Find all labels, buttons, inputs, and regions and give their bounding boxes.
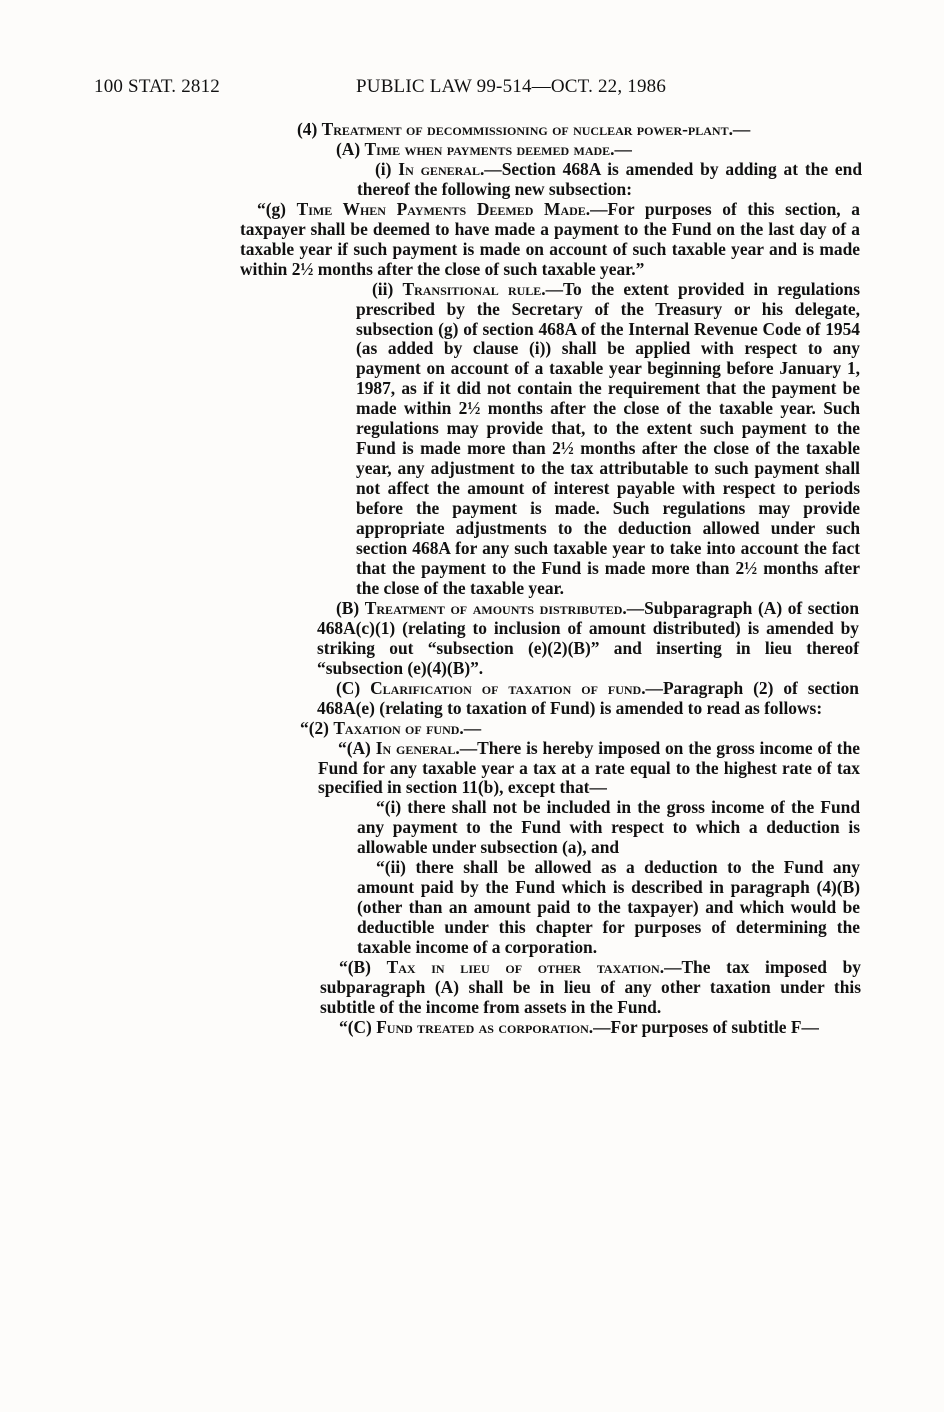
paragraph-4-dash: —: [732, 119, 751, 139]
quoted-subparagraph-A-text: —There is hereby imposed on the gross income of the Fund for any taxable year a tax at a rate equal to the highest rate of tax specified in section 11(b), except that—: [318, 737, 860, 798]
paragraph-4: [275, 120, 862, 140]
quoted-subparagraph-B-heading: Tax in lieu of other taxation.: [386, 957, 665, 978]
quoted-subparagraph-A-heading: In general.: [375, 737, 460, 758]
quoted-subsection-g-text: —For purposes of this section, a taxpayer shall be deemed to have made a payment to the Fund on the last day of a taxable year if such payment is made on account of such taxable year and is made within 2½ months after the close of such taxable year.”: [240, 198, 861, 279]
subparagraph-A-number: (A): [336, 138, 365, 159]
quoted-paragraph-2-dash: —: [463, 717, 482, 738]
quoted-subparagraph-A-number: “(A): [338, 737, 376, 758]
clause-A-i-heading: In general.: [398, 158, 485, 179]
clause-A-i: [357, 160, 862, 200]
quoted-clause-ii: [357, 858, 860, 958]
quoted-paragraph-2-number: “(2): [300, 717, 334, 738]
quoted-subsection-g: [240, 200, 860, 280]
subparagraph-C: [317, 679, 859, 719]
quoted-subparagraph-C-number: “(C): [339, 1016, 377, 1037]
quoted-paragraph-2-heading: Taxation of fund.: [333, 717, 464, 738]
subparagraph-A-heading: Time when payments deemed made.: [364, 138, 615, 159]
clause-A-i-text: —Section 468A is amended by adding at the end thereof the following new subsection:: [357, 158, 862, 199]
paragraph-4-number: (4): [297, 119, 322, 139]
quoted-clause-ii-text: “(ii) there shall be allowed as a deduction to the Fund any amount paid by the Fund which is described in paragraph (4)(B) (other than an amount paid to the taxpayer) and which would be deductible under this chapter for purposes of determining the taxable income of a corporation.: [357, 857, 860, 958]
quoted-subparagraph-C-text: —For purposes of subtitle F—: [593, 1016, 819, 1037]
quoted-subparagraph-B: [320, 958, 861, 1018]
subparagraph-B-number: (B): [336, 597, 365, 618]
subparagraph-A-dash: —: [614, 138, 632, 159]
subparagraph-B-heading: Treatment of amounts distributed.: [364, 597, 627, 618]
clause-A-i-number: (i): [375, 158, 399, 179]
paragraph-4-heading: Treatment of decommissioning of nuclear power-plant.: [321, 119, 733, 139]
page-title: PUBLIC LAW 99-514—OCT. 22, 1986: [356, 76, 667, 97]
subparagraph-B: [317, 599, 859, 679]
quoted-clause-i-text: “(i) there shall not be included in the gross income of the Fund any payment to the Fund with respect to which a deduction is allowable under subsection (a), and: [357, 797, 860, 858]
quoted-subparagraph-B-text: —The tax imposed by subparagraph (A) shall be in lieu of any other taxation under this subtitle of the income from assets in the Fund.: [320, 957, 861, 1017]
quoted-clause-i: [357, 798, 860, 858]
subparagraph-A: [318, 140, 862, 160]
clause-A-ii-number: (ii): [372, 278, 403, 299]
statute-body: [0, 120, 944, 1038]
clause-A-ii-text: —To the extent provided in regulations prescribed by the Secretary of the Treasury or his delegate, subsection (g) of section 468A of the Internal Revenue Code of 1954 (as added by clause (i)) shall be applied with respect to any payment on account of a taxable year beginning before January 1, 1987, as if it did not contain the requirement that the payment be made within 2½ months after the close of the taxable year. Such regulations may provide that, to the extent such payment to the Fund is made more than 2½ months after the close of the taxable year, any adjustment to the tax attributable to such payment shall not affect the amount of interest payable with respect to periods before the payment is made. Such regulations may provide appropriate adjustments to the deduction allowed under such section 468A for any such taxable year to take into account the fact that the payment to the Fund is made more than 2½ months after the close of the taxable year.: [356, 278, 860, 598]
page-reference: 100 STAT. 2812: [94, 76, 221, 97]
quoted-subsection-g-heading: Time When Payments Deemed Made.: [296, 198, 591, 219]
quoted-paragraph-2: [300, 719, 860, 739]
quoted-subparagraph-C-heading: Fund treated as corporation.: [376, 1016, 594, 1037]
subparagraph-C-number: (C): [336, 677, 371, 698]
quoted-subparagraph-C: [320, 1018, 861, 1038]
quoted-subsection-g-number: “(g): [257, 198, 297, 219]
subparagraph-C-text: —Paragraph (2) of section 468A(e) (relating to taxation of Fund) is amended to read as follows:: [317, 677, 859, 718]
quoted-subparagraph-B-number: “(B): [339, 957, 387, 978]
subparagraph-B-text: —Subparagraph (A) of section 468A(c)(1) (relating to inclusion of amount distributed) is amended by striking out “subsection (e)(2)(B)” and inserting in lieu thereof “subsection (e)(4)(B)”.: [317, 597, 860, 678]
quoted-subparagraph-A: [318, 739, 860, 799]
clause-A-ii-heading: Transitional rule.: [402, 278, 546, 299]
clause-A-ii: [356, 280, 860, 599]
subparagraph-C-heading: Clarification of taxation of fund.: [370, 677, 646, 698]
